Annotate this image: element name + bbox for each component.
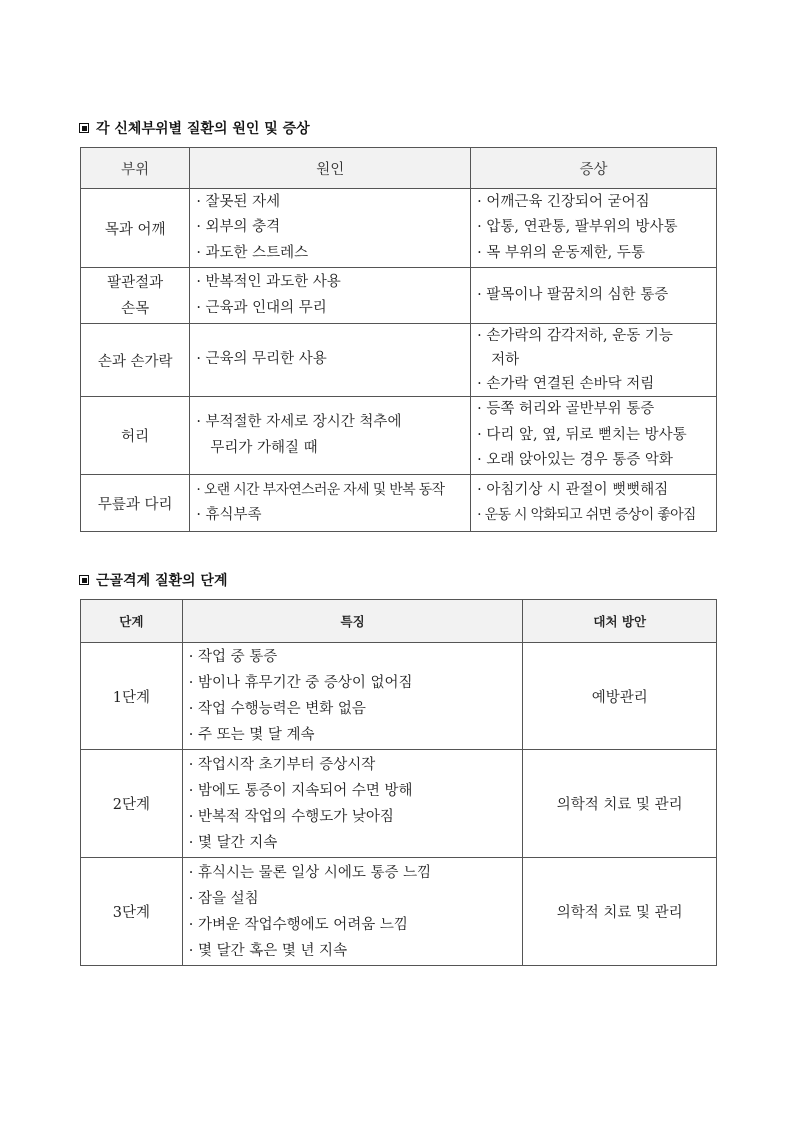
musculoskeletal-stage-table xyxy=(80,599,717,966)
cause-cell xyxy=(190,324,471,397)
cause-item: 무리가 가해질 때 xyxy=(210,439,318,456)
cause-item: · 근육과 인대의 무리 xyxy=(196,299,327,316)
table-header-row xyxy=(81,600,717,643)
symptom-cell xyxy=(471,475,717,532)
symptom-item: · 손가락의 감각저하, 운동 기능 xyxy=(477,328,673,344)
section-1-title xyxy=(79,118,310,138)
feature-item: · 작업 수행능력은 변화 없음 xyxy=(188,701,366,717)
part-line: 손목 xyxy=(121,300,150,317)
symptom-item: · 압통, 연관통, 팔부위의 방사통 xyxy=(477,219,678,236)
symptom-item: · 등쪽 허리와 골반부위 통증 xyxy=(477,401,655,418)
action-cell: 의학적 치료 및 관리 xyxy=(523,858,717,966)
symptom-item: · 다리 앞, 옆, 뒤로 뻗치는 방사통 xyxy=(477,426,687,443)
table-row xyxy=(81,189,717,268)
symptom-item: · 목 부위의 운동제한, 두통 xyxy=(477,244,645,261)
part-cell: 목과 어깨 xyxy=(81,189,190,268)
square-bullet-icon xyxy=(79,575,89,585)
cause-item: · 잘못된 자세 xyxy=(196,193,281,210)
section-1-title-text: 각 신체부위별 질환의 원인 및 증상 xyxy=(96,121,310,137)
feature-item: · 밤에도 통증이 지속되어 수면 방해 xyxy=(188,782,413,799)
part-cell: 허리 xyxy=(81,397,190,475)
symptom-item: · 손가락 연결된 손바닥 저림 xyxy=(477,376,655,392)
symptom-cell xyxy=(471,268,717,324)
cause-item: · 외부의 충격 xyxy=(196,219,281,236)
feature-item: · 주 또는 몇 달 계속 xyxy=(188,727,315,743)
square-bullet-icon xyxy=(79,123,89,133)
feature-cell xyxy=(182,858,523,966)
section-2-title-text: 근골격계 질환의 단계 xyxy=(96,573,228,589)
cause-item: · 부적절한 자세로 장시간 척추에 xyxy=(196,414,402,430)
action-cell: 예방관리 xyxy=(523,643,717,750)
stage-cell: 3단계 xyxy=(81,858,183,966)
cause-cell xyxy=(190,397,471,475)
header-feature: 특징 xyxy=(182,600,523,643)
symptom-cell xyxy=(471,324,717,397)
symptom-item: · 팔목이나 팔꿈치의 심한 통증 xyxy=(477,286,669,303)
table-row xyxy=(81,324,717,397)
header-stage: 단계 xyxy=(81,600,183,643)
table-row xyxy=(81,268,717,324)
cause-cell xyxy=(190,189,471,268)
table-row xyxy=(81,858,717,966)
feature-item: · 반복적 작업의 수행도가 낮아짐 xyxy=(188,808,394,825)
body-part-disease-table xyxy=(80,147,717,532)
cause-item: · 근육의 무리한 사용 xyxy=(196,351,327,368)
symptom-item: 저하 xyxy=(491,352,520,368)
feature-item: · 몇 달간 혹은 몇 년 지속 xyxy=(188,942,348,959)
symptom-item: · 아침기상 시 관절이 뻣뻣해짐 xyxy=(477,481,669,498)
section-2-title xyxy=(79,570,227,590)
feature-cell xyxy=(182,643,523,750)
part-cell: 손과 손가락 xyxy=(81,324,190,397)
feature-item: · 잠을 설침 xyxy=(188,890,259,907)
table-row xyxy=(81,475,717,532)
cause-cell xyxy=(190,268,471,324)
cause-item: · 반복적인 과도한 사용 xyxy=(196,274,341,290)
stage-cell: 1단계 xyxy=(81,643,183,750)
feature-item: · 작업시작 초기부터 증상시작 xyxy=(188,756,376,773)
feature-item: · 몇 달간 지속 xyxy=(188,834,278,851)
symptom-item: · 운동 시 악화되고 쉬면 증상이 좋아짐 xyxy=(477,507,696,523)
table-row xyxy=(81,750,717,858)
table-row xyxy=(81,643,717,750)
header-symptom: 증상 xyxy=(471,148,717,189)
cause-item: · 과도한 스트레스 xyxy=(196,244,309,261)
feature-cell xyxy=(182,750,523,858)
header-action: 대처 방안 xyxy=(523,600,717,643)
table-row xyxy=(81,397,717,475)
header-part: 부위 xyxy=(81,148,190,189)
symptom-cell xyxy=(471,189,717,268)
part-cell xyxy=(81,268,190,324)
feature-item: · 가벼운 작업수행에도 어려움 느낌 xyxy=(188,916,408,933)
feature-item: · 작업 중 통증 xyxy=(188,649,278,665)
symptom-item: · 어깨근육 긴장되어 굳어짐 xyxy=(477,193,650,210)
cause-item: · 휴식부족 xyxy=(196,507,262,523)
cause-item: · 오랜 시간 부자연스러운 자세 및 반복 동작 xyxy=(196,481,445,498)
feature-item: · 휴식시는 물론 일상 시에도 통증 느낌 xyxy=(188,864,432,881)
action-cell: 의학적 치료 및 관리 xyxy=(523,750,717,858)
feature-item: · 밤이나 휴무기간 중 증상이 없어짐 xyxy=(188,675,413,691)
part-line: 팔관절과 xyxy=(107,274,164,291)
header-cause: 원인 xyxy=(190,148,471,189)
stage-cell: 2단계 xyxy=(81,750,183,858)
table-header-row xyxy=(81,148,717,189)
symptom-item: · 오래 앉아있는 경우 통증 악화 xyxy=(477,452,673,469)
part-cell: 무릎과 다리 xyxy=(81,475,190,532)
symptom-cell xyxy=(471,397,717,475)
cause-cell xyxy=(190,475,471,532)
